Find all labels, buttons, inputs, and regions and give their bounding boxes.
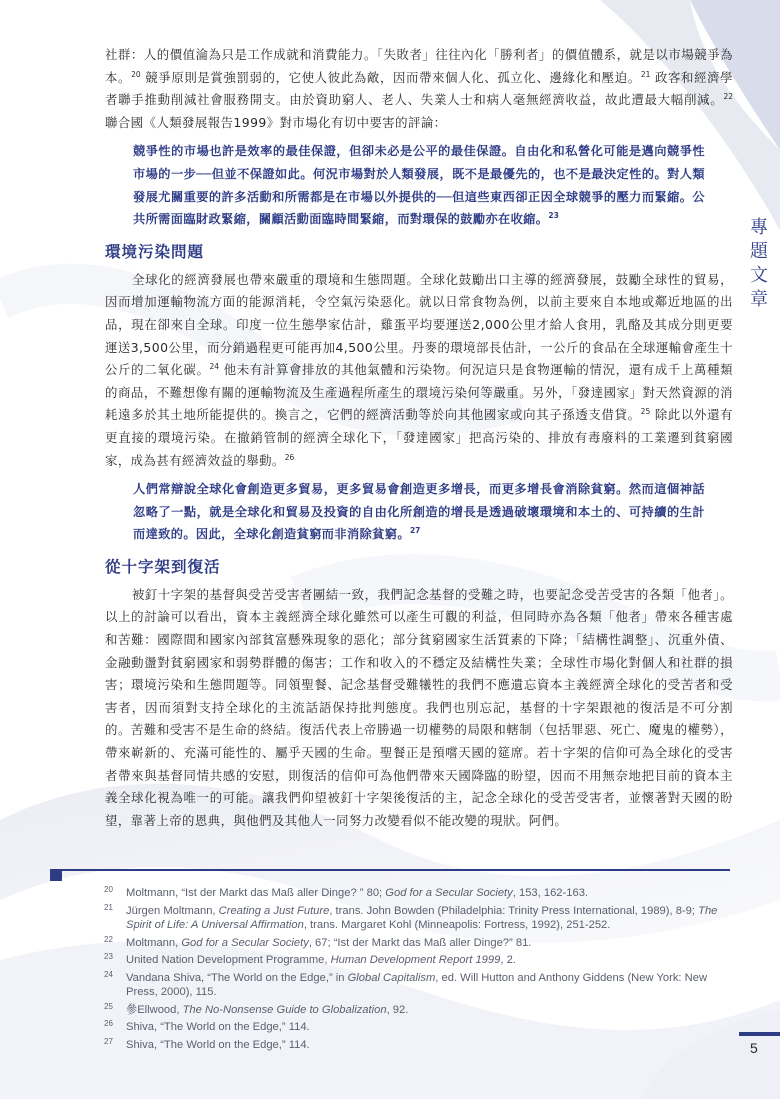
footnote-ref: 21 [640,69,651,79]
italic-title: The No-Nonsense Guide to Globalization [182,1003,387,1016]
footnote-number: 21 [104,902,113,912]
block-quote [133,140,705,230]
text-run: 除此以外還有更直接的環境污染。在撤銷管制的經濟全球化下，「發達國家」把高污染的、排放有毒廢料的工業遷到貧窮國家，成為甚有經濟效益的舉動。 [105,407,733,468]
page-number-tab [739,1032,780,1036]
text-run: 社群：人的價值淪為只是工作成就和消費能力。「失敗者」往往內化「勝利者」的價值體系，就是以市場競爭為本。 [105,47,733,85]
footnote [104,953,730,968]
footnote-number: 26 [104,1019,113,1028]
side-label-char: 專 [750,217,768,238]
footnote-number: 23 [104,952,113,961]
footnote-ref: 23 [548,211,559,221]
footnotes [104,886,730,1055]
text-run: 被釘十字架的基督與受苦受害者團結一致，我們記念基督的受難之時，也要記念受苦受害的各類「他者」。以上的討論可以看出，資本主義經濟全球化雖然可以產生可觀的利益，但同時亦為各類「他者」帶來各種害處和苦難：國際間和國家內部貧富懸殊現象的惡化；部分貧窮國家生活質素的下降；「結構性調整」、沉重外債、金融動盪對貧窮國家和弱勢群體的傷害；工作和收入的不穩定及結構性失業；全球性市場化對個人和社群的損害；環境污染和生態問題等。同領聖餐、記念基督受難犧牲的我們不應遺忘資本主義經濟全球化的受苦者和受害者，因而須對支持全球化的主流話語保持批判態度。我們也別忘記，基督的十字架跟祂的復活是不可分割的。苦難和受害不是生命的終結。復活代表上帝勝過一切權勢的局限和轄制（包括罪惡、死亡、魔鬼的權勢），帶來嶄新的、充滿可能性的、屬乎天國的生命。聖餐正是預嚐天國的筵席。若十字架的信仰可為全球化的受害者帶來與基督同情共感的安慰，則復活的信仰可為他們帶來天國降臨的盼望，因而不用無奈地把目前的資本主義全球化視為唯一的可能。讓我們仰望被釘十字架後復活的主，記念全球化的受苦受害者，並懷著對天國的盼望，靠著上帝的恩典，與他們及其他人一同努力改變看似不能改變的現狀。阿們。 [105,586,733,828]
footnote [104,1038,730,1053]
text-run: , trans. John Bowden (Philadelphia: Trinity Press International, 1989), 8-9; [329,904,699,917]
footnote [104,886,730,901]
text-run: , trans. Margaret Kohl (Minneapolis: Fortress, 1992), 251-252. [303,919,611,931]
italic-title: The Spirit of Life: A Universal Affirmation [126,904,718,931]
body-paragraph [105,584,733,833]
italic-title: God for a Secular Society [385,887,513,899]
text-run: 他未有計算會排放的其他氣體和污染物。何況這只是食物運輸的情況，還有成千上萬種類的商品，不難想像有關的運輸物流及生產過程所產生的環境污染何等嚴重。另外，「發達國家」對天然資源的消耗遠多於其土地所能提供的。換言之，它們的經濟活動等於向其他國家或向其子孫透支借貸。 [105,362,733,423]
text-run: 競爭性的市場也許是效率的最佳保證，但卻未必是公平的最佳保證。自由化和私營化可能是邁向競爭性市場的一步──但並不保證如此。何況市場對於人類發展，既不是最優先的，也不是最決定性的。對人類發展尤關重要的許多活動和所需都是在市場以外提供的──但這些東西卻正因全球競爭的壓力而緊縮。公共所需面臨財政緊縮，關顧活動面臨時間緊縮，而對環保的鼓勵亦在收縮。 [133,144,705,227]
text-run: Jürgen Moltmann, [126,904,219,917]
footnote-ref: 22 [723,92,733,102]
footnote [104,904,730,933]
text-run: 競爭原則是賞強罰弱的，它使人彼此為敵，因而帶來個人化、孤立化、邊緣化和壓迫。 [140,69,641,85]
text-run: 政客和經濟學者聯手推動削減社會服務開支。由於資助窮人、老人、失業人士和病人毫無經濟收益，故此遭最大幅削減。 [105,69,733,108]
footnote [104,971,730,1000]
text-run: Vandana Shiva, “The World on the Edge,” in [126,971,348,984]
footnote-divider [50,869,730,881]
article-body [105,44,733,838]
text-run: 參Ellwood, [126,1003,183,1016]
text-run: , 67; “Ist der Markt das Maß aller Dinge?” 81. [308,936,532,949]
body-paragraph [105,269,733,472]
text-run: Moltmann, “Ist der Markt das Maß aller Dinge? ” 80; [126,887,386,899]
italic-title: Human Development Report 1999 [330,954,501,966]
footnote-number: 25 [104,1001,113,1011]
footnote-ref: 27 [409,526,421,536]
body-paragraph [105,44,733,134]
page-number: 5 [750,1040,758,1056]
footnote-ref: 20 [131,69,141,79]
text-run: 聯合國《人類發展報告1999》對市場化有切中要害的評論： [105,114,447,130]
footnote-ref: 24 [209,362,220,371]
footnote-number: 20 [104,885,113,894]
divider-square [50,869,62,881]
text-run: Shiva, “The World on the Edge,” 114. [126,1021,310,1033]
text-run: , ed. Will Hutton and Anthony Giddens (New York: New Press, 2000), 115. [126,971,708,998]
text-run: Shiva, “The World on the Edge,” 114. [126,1038,310,1051]
side-label-char: 章 [750,289,768,310]
text-run: , 92. [386,1003,409,1016]
italic-title: Creating a Just Future [218,904,330,917]
side-label-char: 題 [750,241,768,262]
divider-line [62,869,730,871]
side-section-label [748,216,770,312]
footnote-ref: 25 [640,407,651,417]
text-run: , 153, 162-163. [512,887,589,899]
footnote-number: 27 [104,1036,113,1046]
footnote-number: 22 [104,934,113,944]
section-heading: 從十字架到復活 [105,557,221,576]
italic-title: Global Capitalism [347,971,436,984]
footnote [104,1020,730,1035]
italic-title: God for a Secular Society [181,936,309,949]
footnote-number: 24 [104,969,113,979]
text-run: 全球化的經濟發展也帶來嚴重的環境和生態問題。全球化鼓勵出口主導的經濟發展，鼓勵全球性的貿易，因而增加運輸物流方面的能源消耗，令空氣污染惡化。就以日常食物為例，以前主要來自本地或鄰近地區的出品，現在卻來自全球。印度一位生態學家估計，雞蛋平均要運送2,000公里才給人食用，乳酪及其成分則更要運送3,500公里，而分銷過程更可能再加4,500公里。丹麥的環境部長估計，一公斤的食品在全球運輸會產生十公斤的二氧化碳。 [105,271,733,378]
block-quote [133,478,705,546]
footnote-ref: 26 [284,452,295,462]
footnote [104,1003,730,1018]
section-heading: 環境污染問題 [105,242,205,261]
text-run: United Nation Development Programme, [126,954,331,966]
text-run: Moltmann, [126,936,182,949]
text-run: 人們常辯說全球化會創造更多貿易，更多貿易會創造更多增長，而更多增長會消除貧窮。然而這個神話忽略了一點，就是全球化和貿易及投資的自由化所創造的增長是透過破壞環境和本土的、可持續的生計而達致的。因此，全球化創造貧窮而非消除貧窮。 [133,482,705,542]
footnote [104,936,730,951]
text-run: , 2. [500,954,516,966]
side-label-char: 文 [750,265,768,286]
